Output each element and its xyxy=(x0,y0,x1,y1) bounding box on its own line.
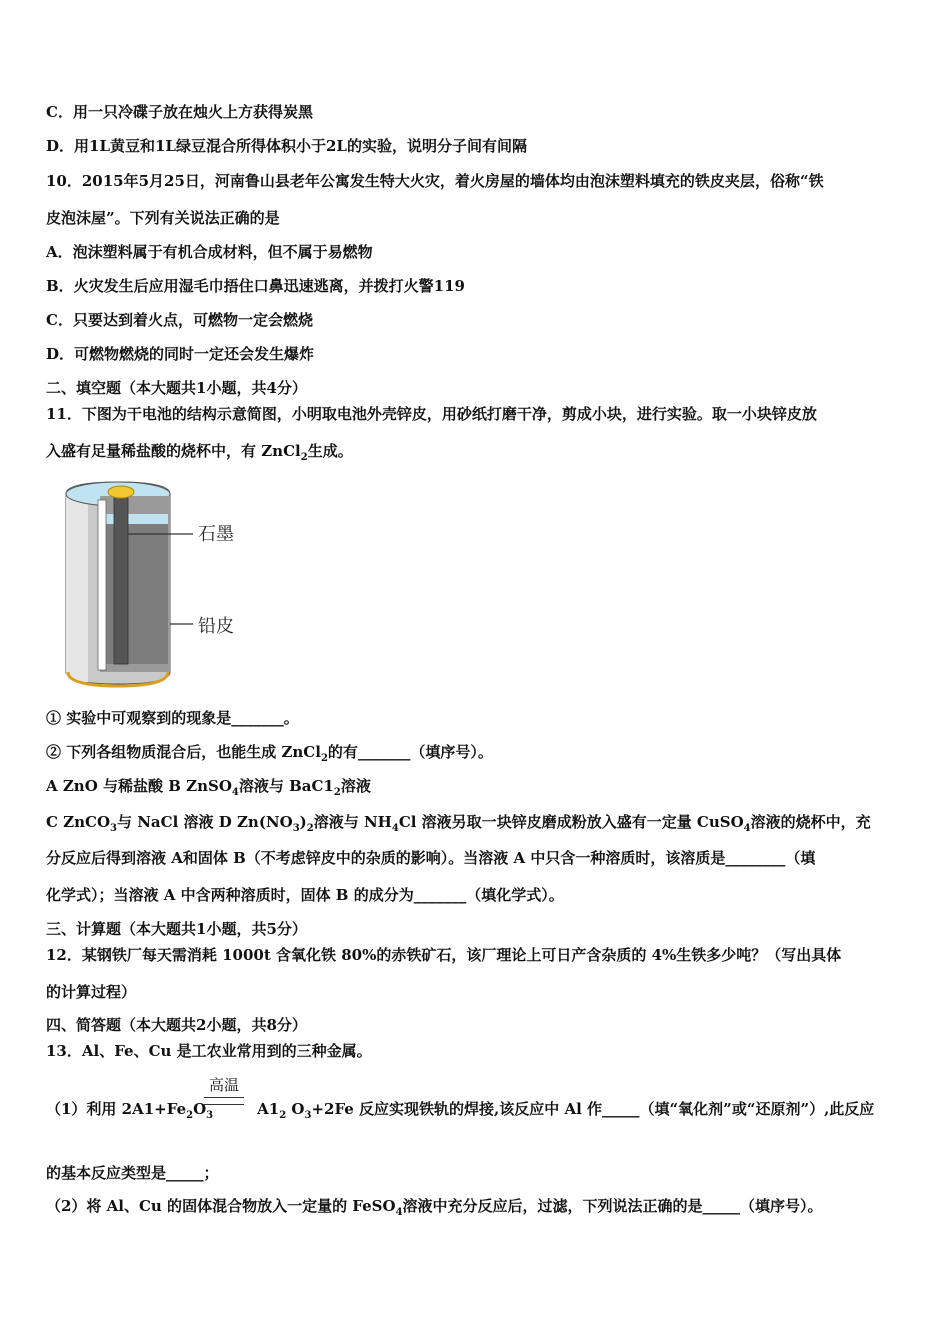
options-cd: C ZnCO$_3$与 NaCl 溶液 D $Zn(NO_3)_2$溶液与 $NH_4Cl$ 溶液另取一块锌皮磨成粉放入盛有一定量 CuSO$_4$溶液的烧杯中，充 xyxy=(46,813,871,834)
question-12-stem: 12．某钢铁厂每天需消耗 1000t 含氧化铁 80%的赤铁矿石，该厂理论上可日产含杂质的 4%生铁多少吨？（写出具体 xyxy=(46,946,842,964)
question-13-part-1: （1）利用 $2A1+Fe_2O_3$ $A1_2$ $O_3+2Fe$ 反应实现铁轨的焊接,该反应中 Al 作_____（填“氧化剂”或“还原剂”）,此反应 xyxy=(46,1100,875,1121)
options-ab: A ZnO 与稀盐酸 B ZnSO$_4$溶液与 $BaC1_2$溶液 xyxy=(46,777,371,798)
label-shell: 铅皮 xyxy=(198,616,234,637)
option-b-q10: B．火灾发生后应用湿毛巾捂住口鼻迅速逃离，并拨打火警119 xyxy=(46,277,465,295)
sub-question-1: ① 实验中可观察到的现象是_______。 xyxy=(46,709,299,727)
battery-diagram xyxy=(58,474,248,688)
question-13-part-1-cont: 的基本反应类型是_____； xyxy=(46,1164,219,1182)
question-11-cont-2: 化学式）；当溶液 A 中含两种溶质时，固体 B 的成分为_______（填化学式）。 xyxy=(46,886,564,904)
reaction-condition: 高温 xyxy=(208,1076,239,1094)
question-12-stem-cont: 的计算过程） xyxy=(46,983,137,1001)
section-4-heading: 四、简答题（本大题共2小题，共8分） xyxy=(46,1016,307,1034)
option-d-q9: D．用1L黄豆和1L绿豆混合所得体积小于2L的实验，说明分子间有间隔 xyxy=(46,137,527,155)
question-11-cont: 分反应后得到溶液 A和固体 B（不考虑锌皮中的杂质的影响）。当溶液 A 中只含一种溶质时，该溶质是________（填 xyxy=(46,849,816,867)
option-d-q10: D．可燃物燃烧的同时一定还会发生爆炸 xyxy=(46,345,315,363)
option-a-q10: A．泡沫塑料属于有机合成材料，但不属于易燃物 xyxy=(46,243,373,261)
section-2-heading: 二、填空题（本大题共1小题，共4分） xyxy=(46,379,307,397)
question-10-stem-cont: 皮泡沫屋”。下列有关说法正确的是 xyxy=(46,209,280,227)
sub-question-2: ② 下列各组物质混合后，也能生成 ZnCl$_2$的有_______（填序号）。 xyxy=(46,743,493,764)
question-13-part-2: （2）将 Al、Cu 的固体混合物放入一定量的 FeSO$_4$溶液中充分反应后，过滤，下列说法正确的是_____（填序号）。 xyxy=(46,1197,823,1218)
question-11-stem-cont: 入盛有足量稀盐酸的烧杯中，有 ZnCl$_2$生成。 xyxy=(46,442,353,463)
question-10-stem: 10．2015年5月25日，河南鲁山县老年公寓发生特大火灾，着火房屋的墙体均由泡沫塑料填充的铁皮夹层，俗称“铁 xyxy=(46,172,824,190)
label-graphite: 石墨 xyxy=(198,524,234,545)
option-c-q9: C．用一只冷碟子放在烛火上方获得炭黑 xyxy=(46,103,313,121)
question-11-stem: 11．下图为干电池的结构示意简图，小明取电池外壳锌皮，用砂纸打磨干净，剪成小块，进行实验。取一小块锌皮放 xyxy=(46,405,817,423)
section-3-heading: 三、计算题（本大题共1小题，共5分） xyxy=(46,920,307,938)
battery-illustration xyxy=(58,474,248,688)
option-c-q10: C．只要达到着火点，可燃物一定会燃烧 xyxy=(46,311,313,329)
question-13-stem: 13．Al、Fe、Cu 是工农业常用到的三种金属。 xyxy=(46,1042,372,1060)
